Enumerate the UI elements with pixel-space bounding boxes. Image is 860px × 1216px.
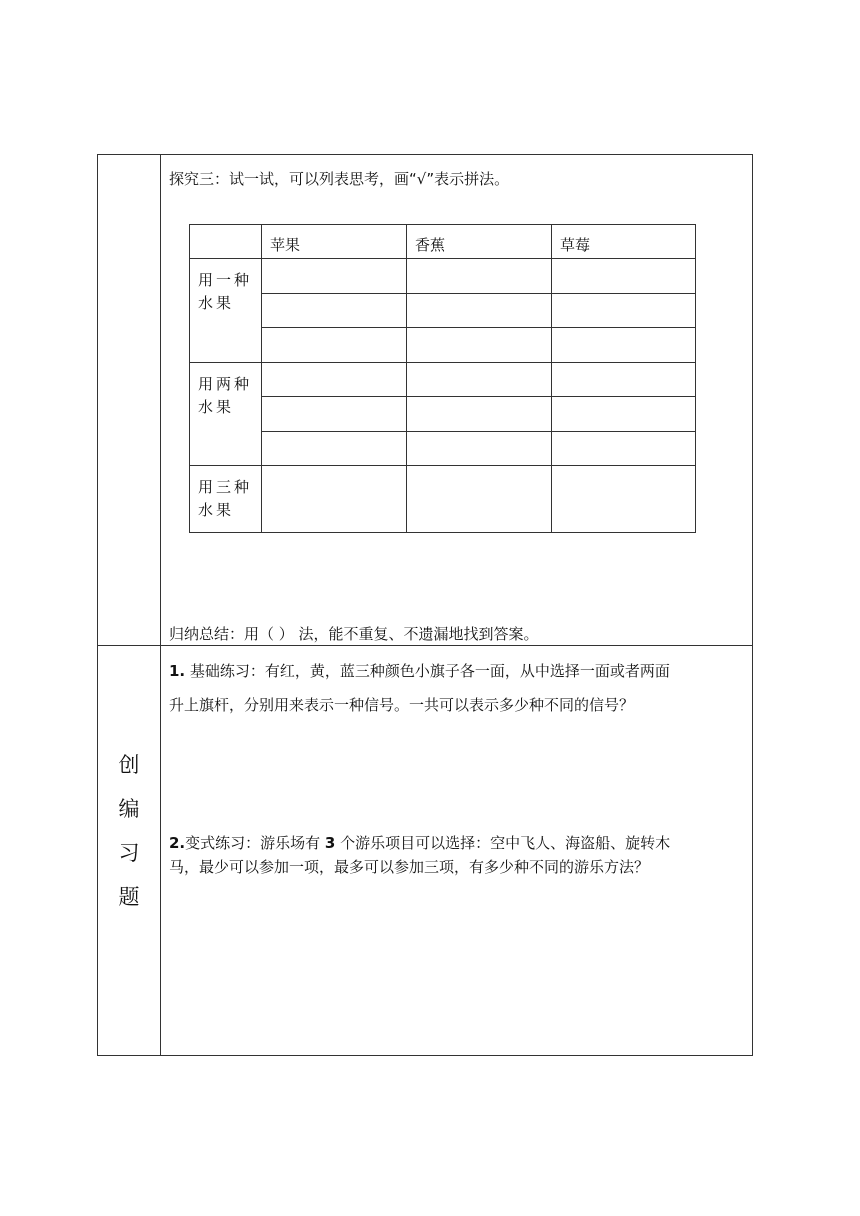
answer-cell[interactable] (262, 466, 406, 532)
row-label-one-fruit: 用一种 水果 (198, 271, 253, 312)
answer-cell[interactable] (407, 397, 551, 431)
section-label-char: 题 (118, 885, 140, 909)
exercise-1-line-2: 升上旗杆，分别用来表示一种信号。一共可以表示多少种不同的信号？ (169, 696, 635, 714)
answer-cell[interactable] (552, 397, 695, 431)
answer-cell[interactable] (552, 432, 695, 465)
answer-cell[interactable] (407, 294, 551, 327)
row-divider (98, 645, 752, 646)
answer-cell[interactable] (262, 432, 406, 465)
answer-cell[interactable] (407, 259, 551, 293)
exercise-2-line-2: 马，最少可以参加一项，最多可以参加三项，有多少种不同的游乐方法？ (169, 858, 650, 876)
row-label-two-fruits: 用两种 水果 (198, 375, 253, 416)
exercise-2-line-1: 2.变式练习：游乐场有 3 个游乐项目可以选择：空中飞人、海盗船、旋转木 (169, 834, 671, 852)
answer-cell[interactable] (262, 259, 406, 293)
answer-cell[interactable] (262, 363, 406, 396)
row-label-three-fruits: 用三种 水果 (198, 478, 253, 519)
answer-cell[interactable] (552, 328, 695, 362)
fruit-table (189, 224, 696, 533)
answer-cell[interactable] (407, 328, 551, 362)
answer-cell[interactable] (262, 328, 406, 362)
column-header-apple: 苹果 (270, 236, 301, 254)
answer-cell[interactable] (262, 294, 406, 327)
answer-cell[interactable] (552, 363, 695, 396)
answer-cell[interactable] (552, 294, 695, 327)
column-header-strawberry: 草莓 (560, 236, 591, 254)
column-divider (160, 155, 161, 1055)
answer-cell[interactable] (407, 466, 551, 532)
worksheet-table (97, 154, 753, 1056)
summary-text: 归纳总结：用（ ） 法，能不重复、不遗漏地找到答案。 (169, 625, 539, 643)
answer-cell[interactable] (407, 432, 551, 465)
answer-cell[interactable] (262, 397, 406, 431)
section-label-char: 习 (118, 841, 140, 865)
explore-heading: 探究三：试一试，可以列表思考，画“√”表示拼法。 (169, 170, 510, 188)
column-header-banana: 香蕉 (415, 236, 446, 254)
section-label-char: 创 (118, 753, 140, 777)
answer-cell[interactable] (552, 466, 695, 532)
exercise-1-line-1: 1. 基础练习：有红，黄，蓝三种颜色小旗子各一面，从中选择一面或者两面 (169, 662, 670, 680)
answer-cell[interactable] (552, 259, 695, 293)
answer-cell[interactable] (407, 363, 551, 396)
section-label-char: 编 (118, 797, 140, 821)
